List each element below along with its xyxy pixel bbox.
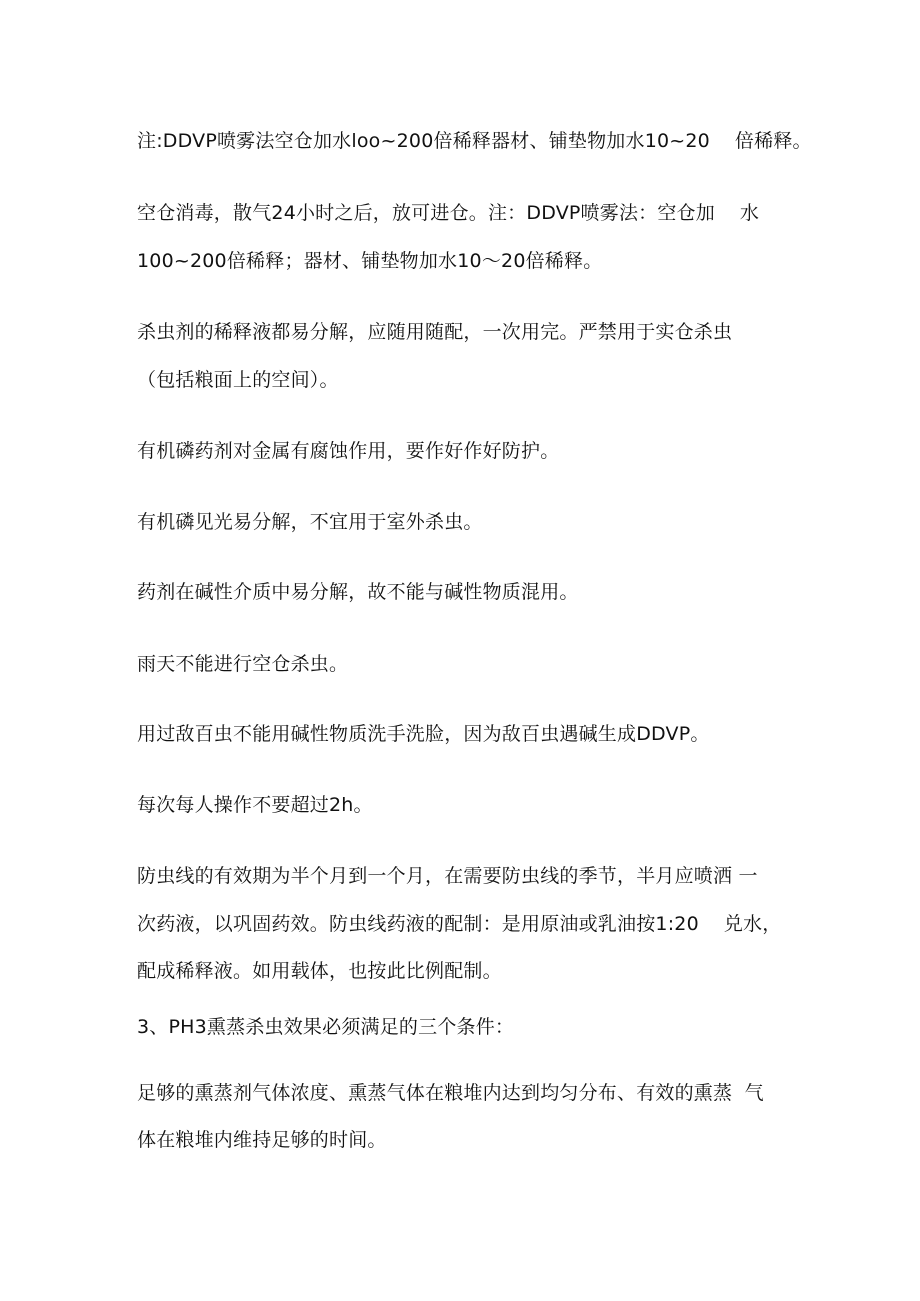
text-line-fumigant-duration: 体在粮堆内维持足够的时间。 [137,1129,387,1151]
text-line-insecticide-dilution: 杀虫剂的稀释液都易分解，应随用随配，一次用完。严禁用于实仓杀虫 [137,321,733,343]
text-line-metal-corrosion: 有机磷药剂对金属有腐蚀作用，要作好作好防护。 [137,440,560,462]
text-line-barrier-validity: 防虫线的有效期为半个月到一个月，在需要防虫线的季节，半月应喷洒 一 [137,865,758,887]
text-line-grain-surface: （包括粮面上的空间）。 [137,369,339,391]
text-line-alkaline-medium: 药剂在碱性介质中易分解，故不能与碱性物质混用。 [137,581,579,603]
text-line-trichlorfon: 用过敌百虫不能用碱性物质洗手洗脸，因为敌百虫遇碱生成DDVP。 [137,723,710,745]
text-line-carrier: 配成稀释液。如用载体，也按此比例配制。 [137,960,502,982]
section-heading-ph3: 3、PH3熏蒸杀虫效果必须满足的三个条件： [137,1016,515,1038]
text-line-light-decomposition: 有机磷见光易分解，不宜用于室外杀虫。 [137,511,483,533]
text-line-barrier-preparation: 次药液，以巩固药效。防虫线药液的配制：是用原油或乳油按1:20 兑水， [137,913,782,935]
text-line-ddvp-note: 注:DDVP喷雾法空仓加水loo~200倍稀释器材、铺垫物加水10~20 倍稀释。 [137,130,812,152]
text-line-fumigant-conditions: 足够的熏蒸剂气体浓度、熏蒸气体在粮堆内达到均匀分布、有效的熏蒸 气 [137,1082,764,1104]
text-line-dilution-ratio: 100~200倍稀释；器材、铺垫物加水10～20倍稀释。 [137,250,603,272]
text-line-rainy-day: 雨天不能进行空仓杀虫。 [137,653,349,675]
text-line-operation-time: 每次每人操作不要超过2h。 [137,794,373,816]
text-line-empty-warehouse-disinfection: 空仓消毒，散气24小时之后，放可进仓。注：DDVP喷雾法：空仓加 水 [137,202,760,224]
